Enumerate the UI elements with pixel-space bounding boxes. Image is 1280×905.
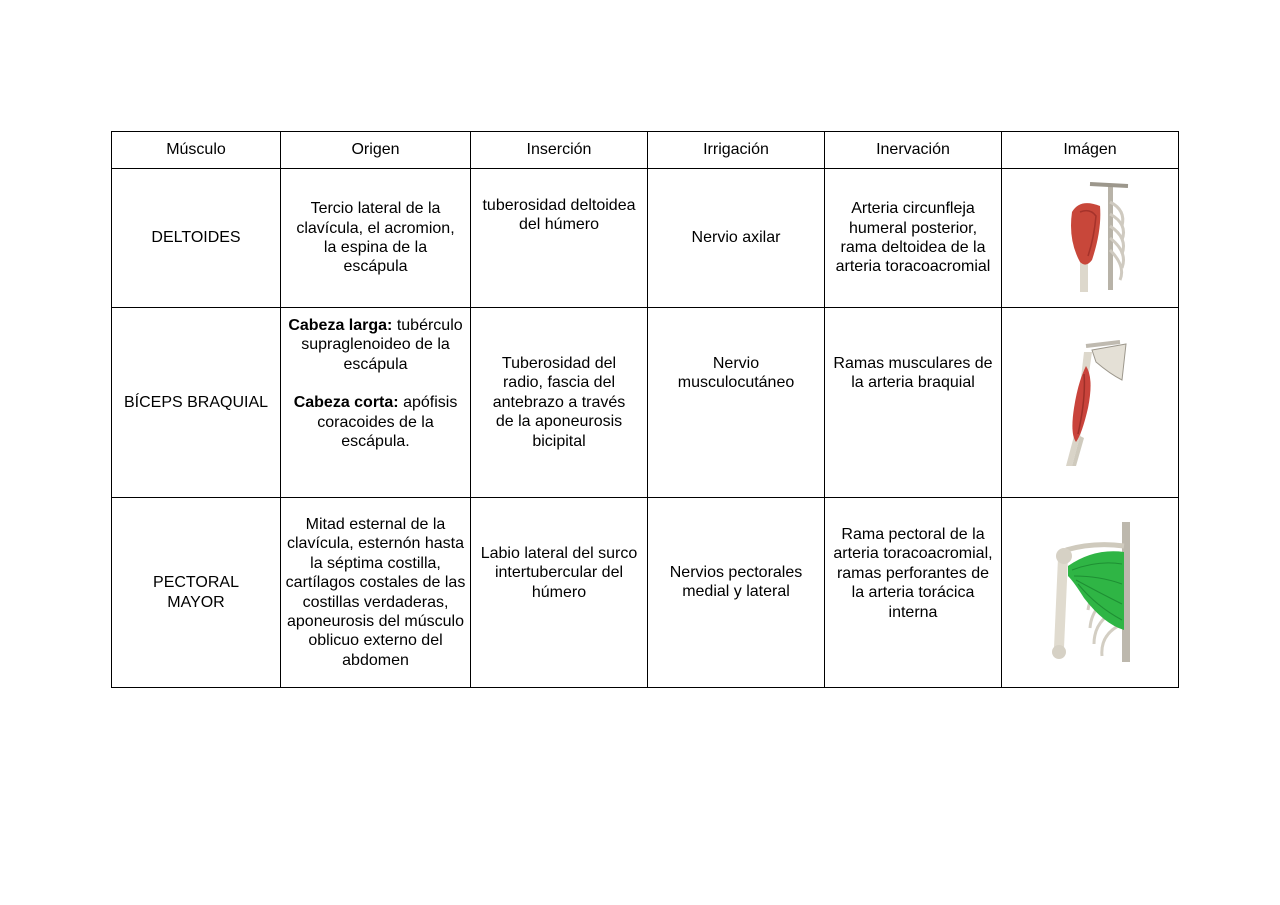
cabeza-larga-label: Cabeza larga: — [288, 317, 393, 334]
cell-inervacion: Ramas musculares de la arteria braquial — [825, 308, 1002, 498]
table-row — [112, 308, 1179, 498]
table-row — [112, 169, 1179, 308]
cell-musculo: DELTOIDES — [112, 169, 281, 308]
origen-cabeza-larga — [287, 316, 464, 374]
cell-insercion: tuberosidad deltoidea del húmero — [471, 169, 648, 308]
cell-musculo: BÍCEPS BRAQUIAL — [112, 308, 281, 498]
cell-imagen — [1002, 498, 1179, 688]
cell-musculo: PECTORAL MAYOR — [112, 498, 281, 688]
cell-origen: Tercio lateral de la clavícula, el acromion, la espina de la escápula — [281, 169, 471, 308]
anatomy-table — [111, 131, 1179, 688]
deltoid-anatomy-image — [1050, 182, 1130, 294]
cell-irrigacion: Nervio axilar — [648, 169, 825, 308]
header-insercion: Inserción — [471, 132, 648, 169]
table-row — [112, 498, 1179, 688]
cell-origen — [281, 308, 471, 498]
cell-inervacion: Rama pectoral de la arteria toracoacromial, ramas perforantes de la arteria torácica interna — [825, 498, 1002, 688]
header-musculo: Músculo — [112, 132, 281, 169]
origen-cabeza-corta — [287, 393, 464, 451]
cell-insercion: Labio lateral del surco intertubercular del húmero — [471, 498, 648, 688]
cell-irrigacion: Nervio musculocutáneo — [648, 308, 825, 498]
cabeza-corta-label: Cabeza corta: — [293, 394, 399, 412]
cabeza-larga-text: tubérculo supraglenoideo de la escápula — [301, 317, 463, 373]
cabeza-corta-text: apófisis coracoides de la escápula. — [317, 394, 458, 451]
biceps-anatomy-image — [1050, 338, 1130, 468]
header-origen: Origen — [281, 132, 471, 169]
cell-insercion: Tuberosidad del radio, fascia del antebrazo a través de la aponeurosis bicipital — [471, 308, 648, 498]
cell-irrigacion: Nervios pectorales medial y lateral — [648, 498, 825, 688]
pectoral-anatomy-image — [1044, 520, 1136, 665]
header-imagen: Imágen — [1002, 132, 1179, 169]
header-irrigacion: Irrigación — [648, 132, 825, 169]
cell-imagen — [1002, 169, 1179, 308]
header-row — [112, 132, 1179, 169]
cell-inervacion: Arteria circunfleja humeral posterior, rama deltoidea de la arteria toracoacromial — [825, 169, 1002, 308]
cell-origen: Mitad esternal de la clavícula, esternón hasta la séptima costilla, cartílagos costales de las costillas verdaderas, aponeurosis del músculo oblicuo externo del abdomen — [281, 498, 471, 688]
cell-imagen — [1002, 308, 1179, 498]
header-inervacion: Inervación — [825, 132, 1002, 169]
